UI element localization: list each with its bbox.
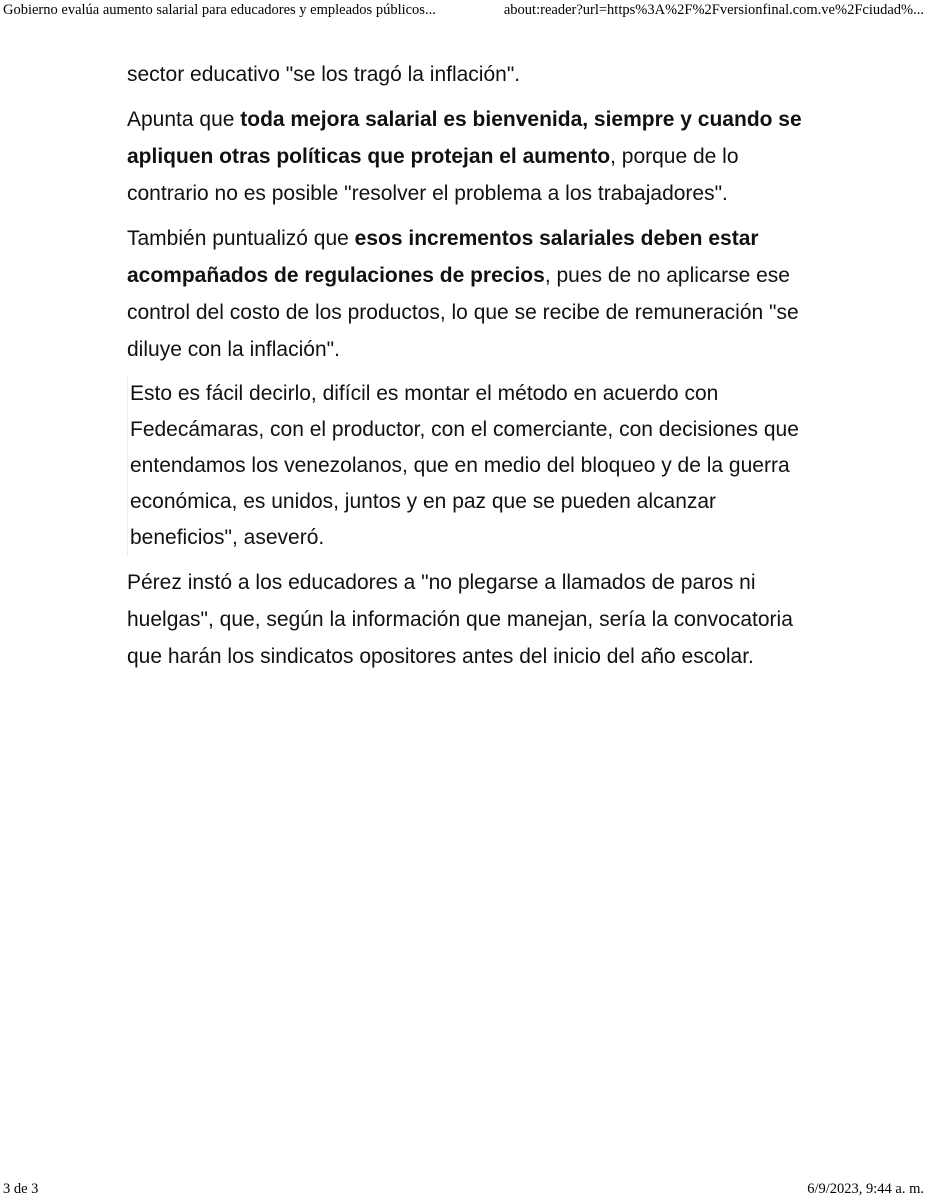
paragraph-2-lead: Apunta que [127, 108, 241, 131]
article-paragraph-4 [127, 564, 802, 675]
paragraph-2-rest: , porque de lo contrario no es posible "resolver el problema a los trabajadores". [127, 145, 739, 205]
quote-text: Esto es fácil decirlo, difícil es montar el método en acuerdo con Fedecámaras, con el productor, con el comerciante, con decisiones que entendamos los venezolanos, que en medio del bloqueo y de la guerra económica, es unidos, juntos y en paz que se pueden alcanzar beneficios", aseveró. [130, 382, 799, 549]
article-body [127, 56, 802, 683]
paragraph-3-lead: También puntualizó que [127, 227, 355, 250]
paragraph-4-text: Pérez instó a los educadores a "no plegarse a llamados de paros ni huelgas", que, según la información que manejan, sería la convocatoria que harán los sindicatos opositores antes del inicio del año escolar. [127, 571, 793, 668]
paragraph-3-bold: esos incrementos salariales deben estar acompañados de regulaciones de precios [127, 227, 759, 287]
print-header-url: about:reader?url=https%3A%2F%2Fversionfinal.com.ve%2Fciudad%... [503, 2, 924, 18]
article-quote [127, 376, 802, 556]
print-header-title: Gobierno evalúa aumento salarial para educadores y empleados públicos... [3, 2, 436, 18]
paragraph-1-text: sector educativo "se los tragó la inflación". [127, 63, 521, 86]
paragraph-2-bold: toda mejora salarial es bienvenida, siempre y cuando se apliquen otras políticas que protejan el aumento [127, 108, 802, 168]
article-paragraph-2 [127, 101, 802, 212]
print-footer [3, 1181, 924, 1199]
paragraph-3-rest: , pues de no aplicarse ese control del costo de los productos, lo que se recibe de remuneración "se diluye con la inflación". [127, 264, 799, 361]
print-datetime: 6/9/2023, 9:44 a. m. [807, 1181, 924, 1197]
print-header [3, 2, 924, 22]
page-number: 3 de 3 [3, 1181, 39, 1197]
article-paragraph-1 [127, 56, 802, 93]
article-paragraph-3 [127, 220, 802, 368]
